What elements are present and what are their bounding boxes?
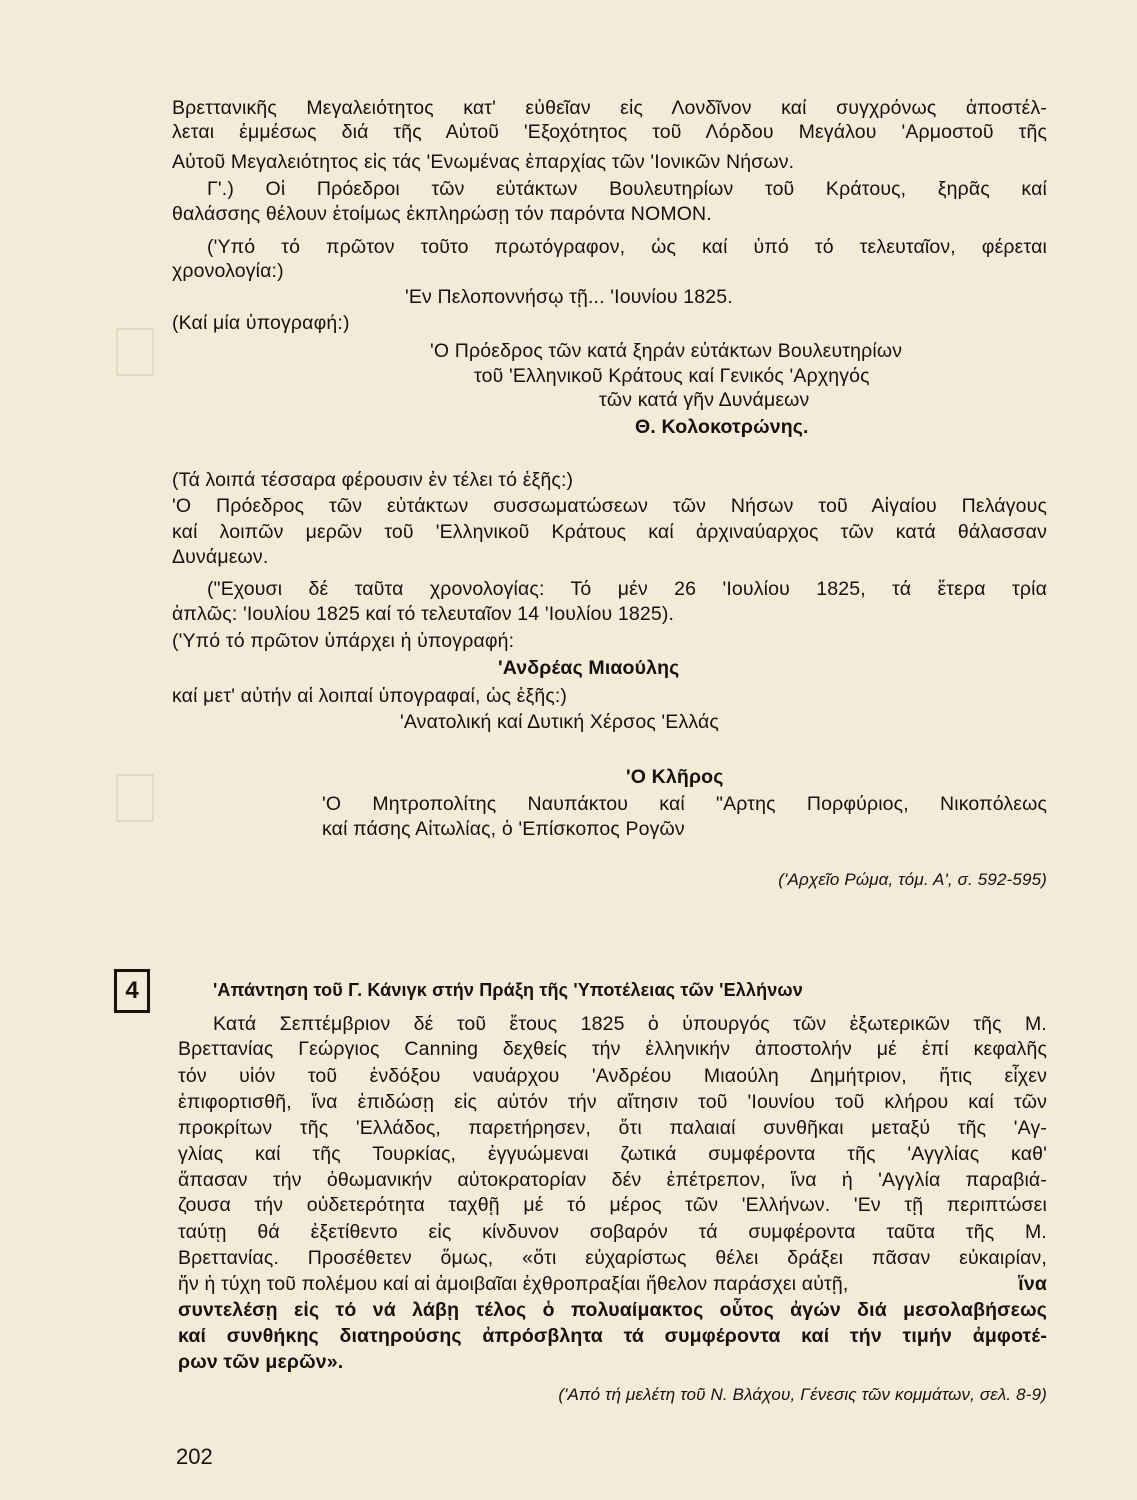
body-line: Βρεττανίας Γεώργιος Canning δεχθείς τήν ἑλληνικήν ἀποστολήν μέ ἐπί κεφαλῆς [178,1038,1047,1060]
text-line: λεται ἐμμέσως διά τῆς Αὐτοῦ 'Εξοχότητος τοῦ Λόρδου Μεγάλου 'Αρμοστοῦ τῆς [172,121,1047,143]
text-line: καί λοιπῶν μερῶν τοῦ 'Ελληνικοῦ Κράτους καί ἀρχιναύαρχος τῶν κατά θάλασσαν [172,521,1047,543]
body-line: τόν υἱόν τοῦ ἐνδόξου ναυάρχου 'Ανδρέου Μιαούλη Δημήτριον, ἥτις εἶχεν [178,1065,1047,1087]
text-line: ('Υπό τό πρῶτον τοῦτο πρωτόγραφον, ὡς καί ὑπό τό τελευταῖον, φέρεται [207,236,1047,258]
body-line: ἅπασαν τήν ὀθωμανικήν αὐτοκρατορίαν δέν ἐπέτρεπον, ἵνα ἡ 'Αγγλία παραβιά- [178,1169,1047,1191]
text-line: θαλάσσης θέλουν ἑτοίμως ἐκπληρώσῃ τόν παρόντα ΝΟΜΟΝ. [172,203,712,225]
body-line: γλίας καί τῆς Τουρκίας, ἐγγυώμεναι ζωτικά συμφέροντα τῆς 'Αγγλίας καθ' [178,1143,1047,1165]
text-line: καί μετ' αὐτήν αἱ λοιπαί ὑπογραφαί, ὡς ἑξῆς:) [172,685,568,707]
text-line: ("Εχουσι δέ ταῦτα χρονολογίας: Τό μέν 26 'Ιουλίου 1825, τά ἕτερα τρία [207,578,1047,600]
signature-title: 'Ο Πρόεδρος τῶν κατά ξηράν εὐτάκτων Βουλευτηρίων [430,340,903,362]
body-line-bold: ρων τῶν μερῶν». [178,1351,344,1373]
body-line: ἐπιφορτισθῆ, ἵνα ἐπιδώσῃ εἰς αὐτόν τήν αἴτησιν τοῦ 'Ιουνίου τοῦ κλήρου καί τῶν [178,1091,1047,1113]
text-line: Αὐτοῦ Μεγαλειότητος εἰς τάς 'Ενωμένας ἐπαρχίας τῶν 'Ιονικῶν Νήσων. [172,151,795,173]
signature-title: τῶν κατά γῆν Δυνάμεων [599,389,810,411]
text-line: 'Ανατολική καί Δυτική Χέρσος 'Ελλάς [400,711,719,733]
source-citation: ('Από τή μελέτη τοῦ Ν. Βλάχου, Γένεσις τῶν κομμάτων, σελ. 8-9) [558,1385,1047,1404]
signature-title: τοῦ 'Ελληνικοῦ Κράτους καί Γενικός 'Αρχηγός [474,365,870,387]
signature-name: Θ. Κολοκοτρώνης. [635,416,809,438]
text-line: (Καί μία ὑπογραφή:) [172,312,350,334]
body-line: Βρεττανίας. Προσέθετεν ὅμως, «ὅτι εὐχαρίστως θέλει δράξει πᾶσαν εὐκαιρίαν, [178,1247,1047,1269]
bleed-through-box [116,328,154,376]
body-line: Κατά Σεπτέμβριον δέ τοῦ ἔτους 1825 ὁ ὑπουργός τῶν ἐξωτερικῶν τῆς Μ. [213,1013,1047,1035]
date-line: 'Εν Πελοποννήσῳ τῇ... 'Ιουνίου 1825. [405,286,733,308]
body-line-bold: συντελέσῃ εἰς τό νά λάβῃ τέλος ὁ πολυαίμακτος οὗτος ἀγών διά μεσολαβήσεως [178,1299,1047,1321]
text-line: Βρεττανικῆς Μεγαλειότητος κατ' εὐθεῖαν εἰς Λονδῖνον καί συγχρόνως ἀποστέλ- [172,97,1047,119]
source-citation: ('Αρχεῖο Ρώμα, τόμ. Α', σ. 592-595) [778,870,1047,889]
section-number-box: 4 [114,969,150,1013]
body-line-bold: καί συνθήκης διατηρούσης ἀπρόσβλητα τά συμφέροντα καί τήν τιμήν ἀμφοτέ- [178,1325,1047,1347]
signature-name: 'Ανδρέας Μιαούλης [498,657,680,679]
body-line-bold-text: ἵνα [1018,1273,1047,1295]
body-line [178,1273,1047,1296]
section-title: 'Απάντηση τοῦ Γ. Κάνιγκ στήν Πράξη τῆς 'Υποτέλειας τῶν 'Ελλήνων [213,980,803,1000]
body-line: ζουσα τήν οὐδετερότητα ταχθῇ μέ τό μέρος τῶν 'Ελλήνων. 'Εν τῇ περιπτώσει [178,1194,1047,1216]
text-line: ἁπλῶς: 'Ιουλίου 1825 καί τό τελευταῖον 14 'Ιουλίου 1825). [172,603,675,625]
bleed-through-box [116,774,154,822]
text-line: ('Υπό τό πρῶτον ὑπάρχει ἡ ὑπογραφή: [172,630,515,652]
text-line: 'Ο Πρόεδρος τῶν εὐτάκτων συσσωματώσεων τῶν Νήσων τοῦ Αἰγαίου Πελάγους [172,495,1047,517]
signature-heading: 'Ο Κλῆρος [626,766,724,788]
body-line-text: ἥν ἡ τύχη τοῦ πολέμου καί αἱ ἀμοιβαῖαι ἐχθροπραξίαι ἤθελον παράσχει αὐτῇ, [178,1273,849,1295]
text-line: 'Ο Μητροπολίτης Ναυπάκτου καί "Αρτης Πορφύριος, Νικοπόλεως [322,793,1047,815]
text-line: Δυνάμεων. [172,546,269,568]
body-line: ταύτῃ θά ἐξετίθεντο εἰς κίνδυνον σοβαρόν τά συμφέροντα ταῦτα τῆς Μ. [178,1221,1047,1243]
text-line: καί πάσης Αἰτωλίας, ὁ 'Επίσκοπος Ρογῶν [322,818,685,840]
body-line: προκρίτων τῆς 'Ελλάδος, παρετήρησεν, ὅτι παλαιαί συνθῆκαι μεταξύ τῆς 'Αγ- [178,1117,1047,1139]
text-line: Γ'.) Οἱ Πρόεδροι τῶν εὐτάκτων Βουλευτηρίων τοῦ Κράτους, ξηρᾶς καί [207,178,1047,200]
page-number: 202 [176,1444,213,1469]
text-line: (Τά λοιπά τέσσαρα φέρουσιν ἐν τέλει τό ἑξῆς:) [172,469,574,491]
text-line: χρονολογία:) [172,260,284,282]
